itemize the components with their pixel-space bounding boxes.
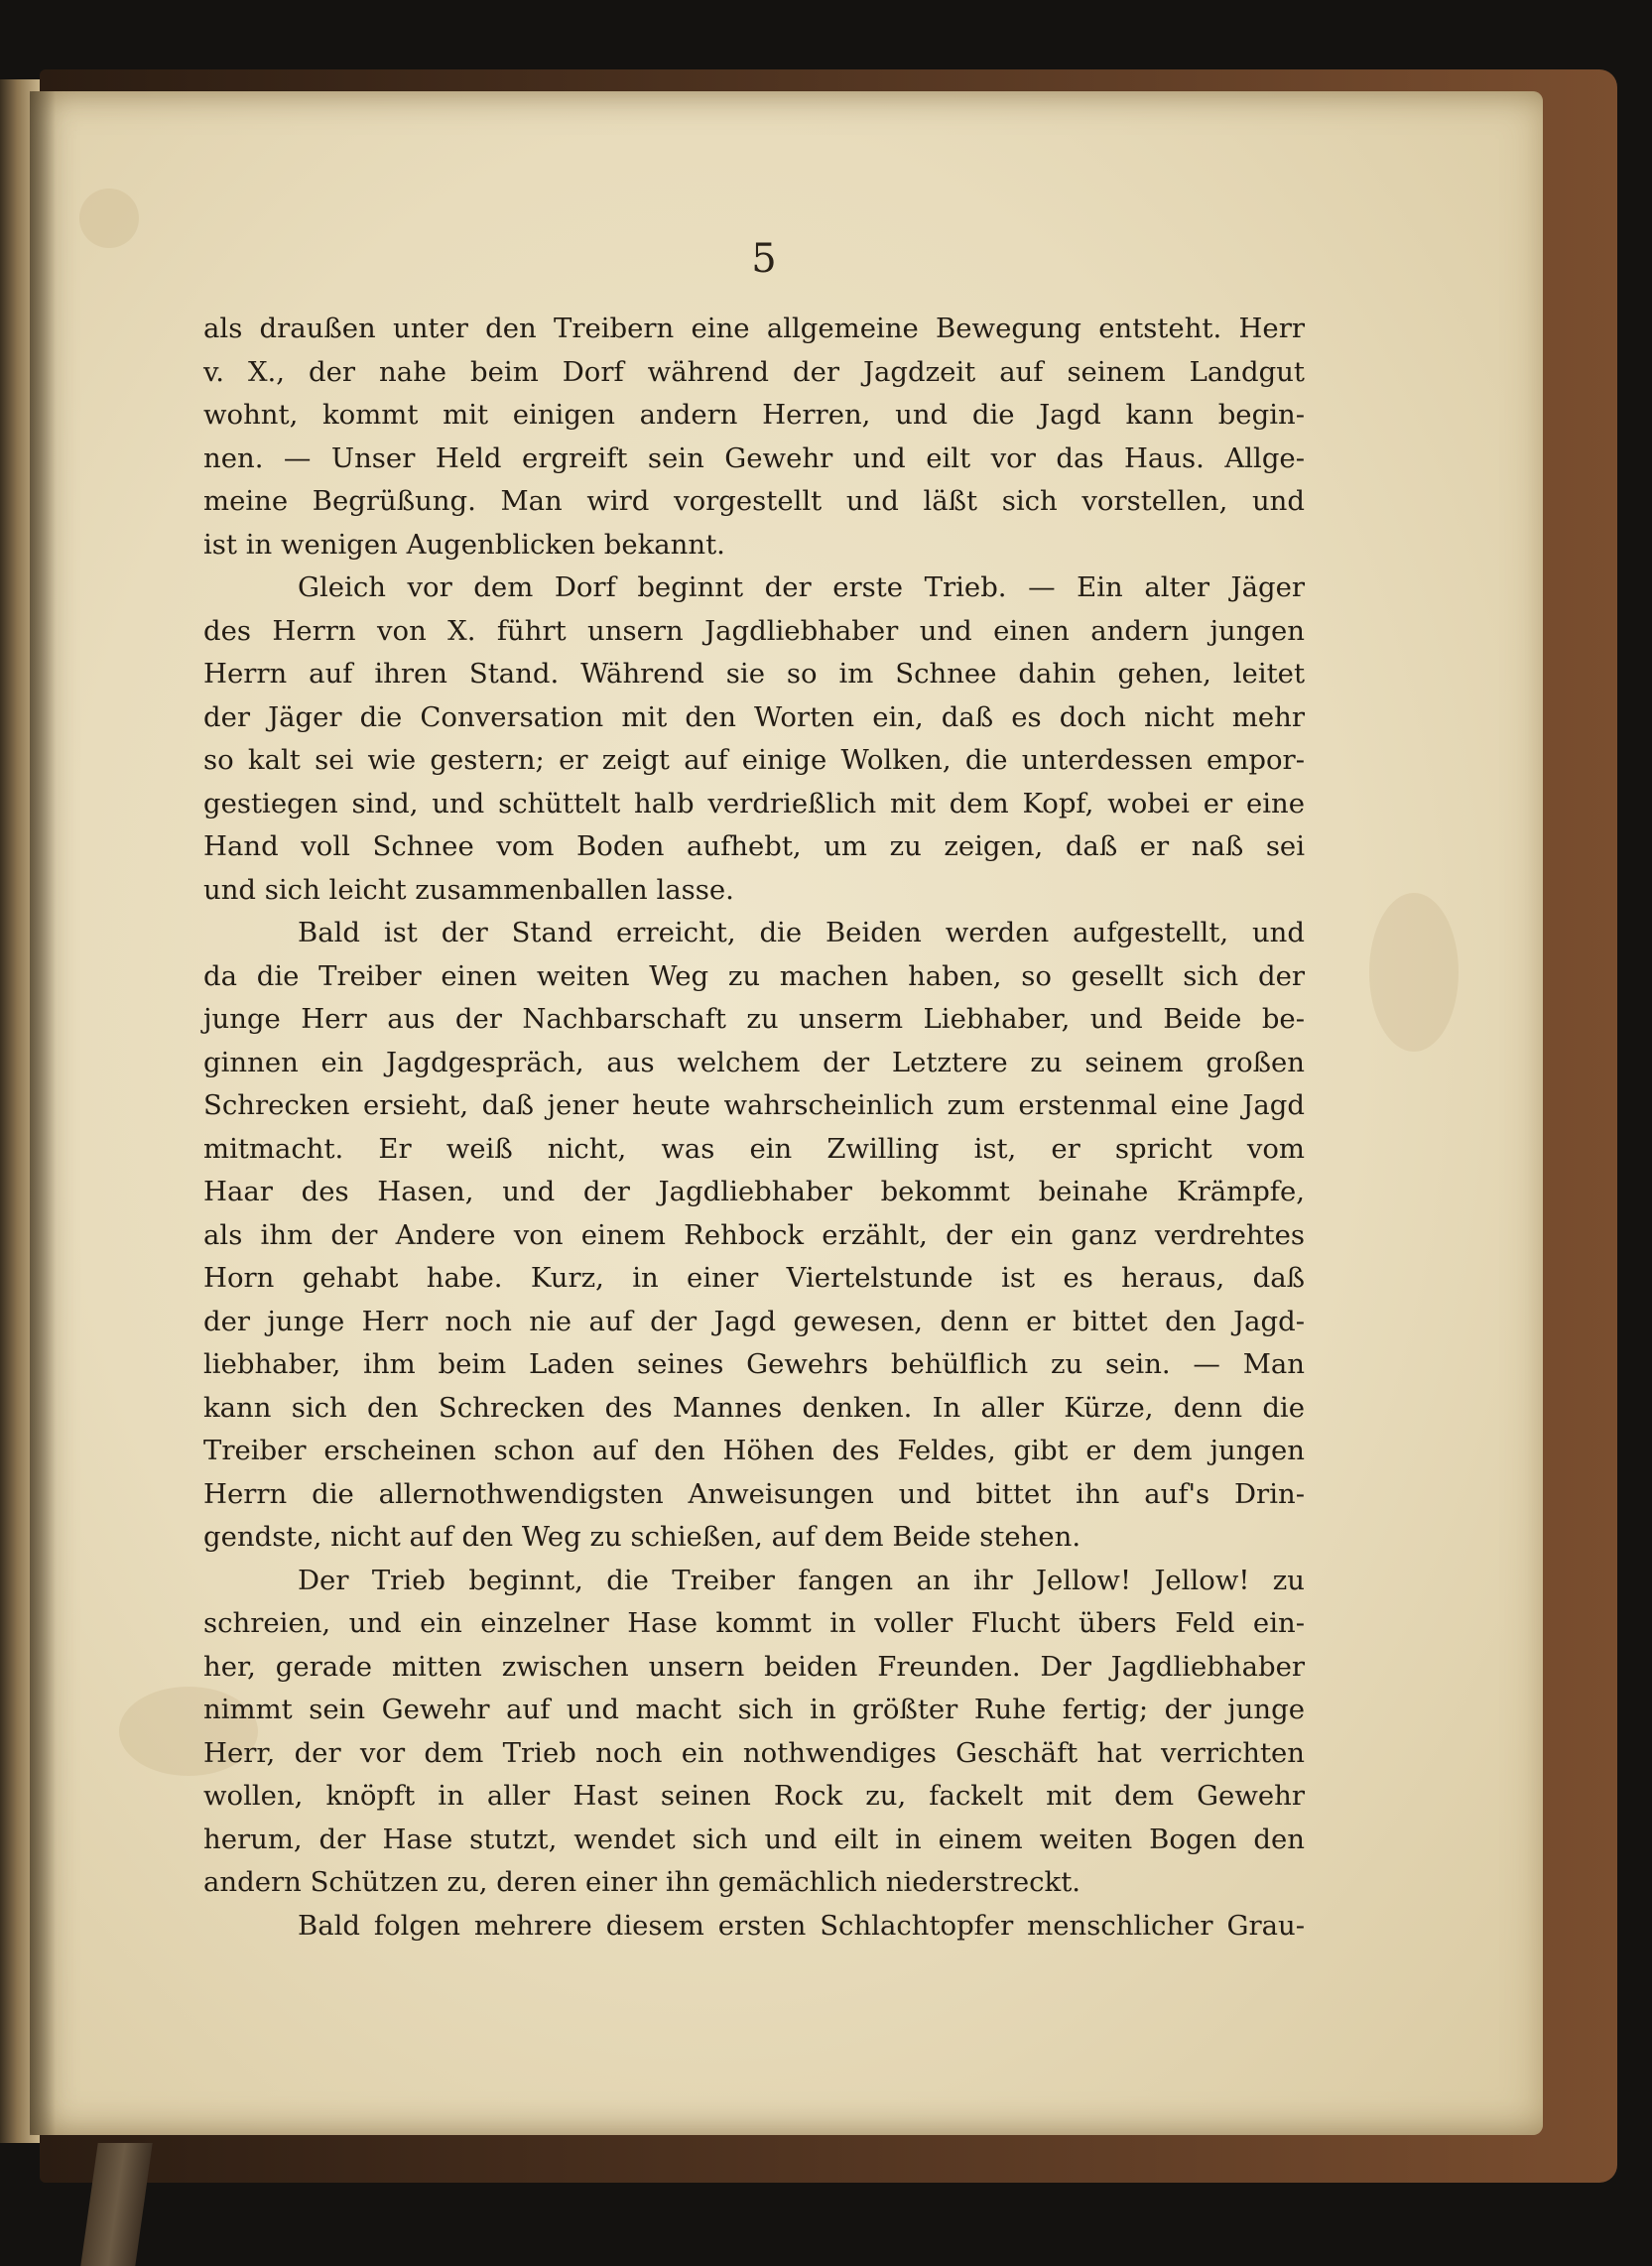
text-line: andern Schützen zu, deren einer ihn gemächlich niederstreckt. [203,1866,1081,1898]
text-line: nimmt sein Gewehr auf und macht sich in größter Ruhe fertig; der junge [203,1694,1305,1725]
text-line: und sich leicht zusammenballen lasse. [203,873,734,906]
text-line: ist in wenigen Augenblicken bekannt. [203,528,725,561]
text-line: junge Herr aus der Nachbarschaft zu unserm Liebhaber, und Beide be- [203,1003,1305,1035]
text-line: Herrn die allernothwendigsten Anweisungen und bittet ihn auf's Drin- [203,1477,1305,1510]
text-line: als ihm der Andere von einem Rehbock erzählt, der ein ganz verdrehtes [203,1218,1305,1251]
page-number: 5 [751,236,777,282]
text-line: Der Trieb beginnt, die Treiber fangen an ihr Jellow! Jellow! zu [298,1564,1305,1596]
text-line: der junge Herr noch nie auf der Jagd gewesen, denn er bittet den Jagd- [203,1305,1305,1337]
text-line: Treiber erscheinen schon auf den Höhen des Feldes, gibt er dem jungen [203,1435,1305,1466]
text-line: ginnen ein Jagdgespräch, aus welchem der Letztere zu seinem großen [203,1046,1305,1078]
spine-shadow [30,91,56,2135]
text-line: v. X., der nahe beim Dorf während der Jagdzeit auf seinem Landgut [203,355,1305,388]
text-line: gendste, nicht auf den Weg zu schießen, auf dem Beide stehen. [203,1521,1081,1553]
text-line: wollen, knöpft in aller Hast seinen Rock zu, fackelt mit dem Gewehr [203,1780,1305,1812]
text-line: Herr, der vor dem Trieb noch ein nothwendiges Geschäft hat verrichten [203,1736,1305,1769]
text-line: her, gerade mitten zwischen unsern beiden Freunden. Der Jagdliebhaber [203,1650,1305,1683]
text-line: Horn gehabt habe. Kurz, in einer Viertelstunde ist es heraus, daß [203,1262,1305,1294]
text-line: kann sich den Schrecken des Mannes denken. In aller Kürze, denn die [203,1391,1305,1424]
text-line: der Jäger die Conversation mit den Worten ein, daß es doch nicht mehr [203,700,1305,733]
text-line: Hand voll Schnee vom Boden aufhebt, um zu zeigen, daß er naß sei [203,830,1305,862]
page-stain [79,189,139,248]
body-text [203,308,1305,1948]
text-line: Haar des Hasen, und der Jagdliebhaber bekommt beinahe Krämpfe, [203,1176,1305,1207]
text-line: Gleich vor dem Dorf beginnt der erste Trieb. — Ein alter Jäger [298,571,1305,603]
page-stain [1369,893,1459,1052]
text-line: liebhaber, ihm beim Laden seines Gewehrs behülflich zu sein. — Man [203,1348,1305,1380]
text-line: mitmacht. Er weiß nicht, was ein Zwilling ist, er spricht vom [203,1132,1305,1165]
text-line: Bald folgen mehrere diesem ersten Schlachtopfer menschlicher Grau- [298,1909,1305,1942]
text-line: schreien, und ein einzelner Hase kommt in voller Flucht übers Feld ein- [203,1607,1305,1639]
text-line: des Herrn von X. führt unsern Jagdliebhaber und einen andern jungen [203,614,1305,647]
text-line: gestiegen sind, und schüttelt halb verdrießlich mit dem Kopf, wobei er eine [203,787,1305,819]
text-line: Bald ist der Stand erreicht, die Beiden werden aufgestellt, und [298,917,1305,948]
text-line: meine Begrüßung. Man wird vorgestellt und läßt sich vorstellen, und [203,485,1305,517]
text-line: Schrecken ersieht, daß jener heute wahrscheinlich zum erstenmal eine Jagd [203,1089,1305,1121]
text-line: wohnt, kommt mit einigen andern Herren, und die Jagd kann begin- [203,399,1305,431]
text-line: herum, der Hase stutzt, wendet sich und eilt in einem weiten Bogen den [203,1823,1305,1855]
text-line: nen. — Unser Held ergreift sein Gewehr und eilt vor das Haus. Allge- [203,441,1305,474]
text-line: so kalt sei wie gestern; er zeigt auf einige Wolken, die unterdessen empor- [203,744,1305,776]
text-line: da die Treiber einen weiten Weg zu machen haben, so gesellt sich der [203,959,1305,992]
text-line: Herrn auf ihren Stand. Während sie so im Schnee dahin gehen, leitet [203,658,1305,690]
text-line: als draußen unter den Treibern eine allgemeine Bewegung entsteht. Herr [203,313,1305,344]
